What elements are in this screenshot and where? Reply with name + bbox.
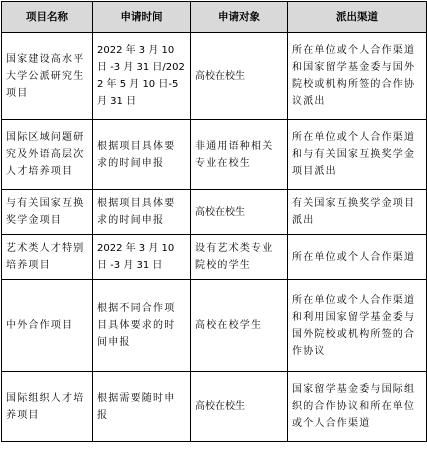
dispatch-channel-cell: 所在单位或个人合作渠道和与有关国家互换奖学金项目派出 bbox=[288, 120, 427, 190]
program-name-cell: 国际组织人才培养项目 bbox=[2, 372, 93, 442]
application-time-cell: 根据项目具体要求的时间申报 bbox=[93, 120, 191, 190]
program-name-cell: 国家建设高水平大学公派研究生项目 bbox=[2, 33, 93, 120]
table-header bbox=[2, 2, 427, 33]
study-abroad-program-table bbox=[1, 1, 427, 442]
applicant-cell: 高校在校学生 bbox=[191, 280, 288, 372]
table-row bbox=[2, 235, 427, 280]
table-row bbox=[2, 190, 427, 235]
header-dispatch-channel: 派出渠道 bbox=[288, 2, 427, 33]
program-name-cell: 与有关国家互换奖学金项目 bbox=[2, 190, 93, 235]
applicant-cell: 设有艺术类专业院校的学生 bbox=[191, 235, 288, 280]
program-name-cell: 国际区域问题研究及外语高层次人才培养项目 bbox=[2, 120, 93, 190]
dispatch-channel-cell: 有关国家互换奖学金项目派出 bbox=[288, 190, 427, 235]
header-row bbox=[2, 2, 427, 33]
header-program-name: 项目名称 bbox=[2, 2, 93, 33]
application-time-cell: 根据需要随时申报 bbox=[93, 372, 191, 442]
table-row bbox=[2, 372, 427, 442]
header-applicant: 申请对象 bbox=[191, 2, 288, 33]
application-time-cell: 根据项目具体要求的时间申报 bbox=[93, 190, 191, 235]
table-body bbox=[2, 33, 427, 442]
program-name-cell: 中外合作项目 bbox=[2, 280, 93, 372]
application-time-cell: 根据不同合作项目具体要求的时间申报 bbox=[93, 280, 191, 372]
dispatch-channel-cell: 国家留学基金委与国际组织的合作协议和所在单位或个人合作渠道 bbox=[288, 372, 427, 442]
applicant-cell: 高校在校生 bbox=[191, 190, 288, 235]
table-row bbox=[2, 120, 427, 190]
table-row bbox=[2, 280, 427, 372]
program-name-cell: 艺术类人才特别培养项目 bbox=[2, 235, 93, 280]
dispatch-channel-cell: 所在单位或个人合作渠道和国家留学基金委与国外院校或机构所签的合作协议派出 bbox=[288, 33, 427, 120]
table-row bbox=[2, 33, 427, 120]
dispatch-channel-cell: 所在单位或个人合作渠道和利用国家留学基金委与国外院校或机构所签的合作协议 bbox=[288, 280, 427, 372]
dispatch-channel-cell: 所在单位或个人合作渠道 bbox=[288, 235, 427, 280]
application-time-cell: 2022 年 3 月 10 日 -3 月 31 日/2022 年 5 月 10 日-5 月 31 日 bbox=[93, 33, 191, 120]
applicant-cell: 高校在校生 bbox=[191, 33, 288, 120]
applicant-cell: 高校在校生 bbox=[191, 372, 288, 442]
applicant-cell: 非通用语种相关专业在校生 bbox=[191, 120, 288, 190]
application-time-cell: 2022 年 3 月 10 日 -3 月 31 日 bbox=[93, 235, 191, 280]
header-application-time: 申请时间 bbox=[93, 2, 191, 33]
